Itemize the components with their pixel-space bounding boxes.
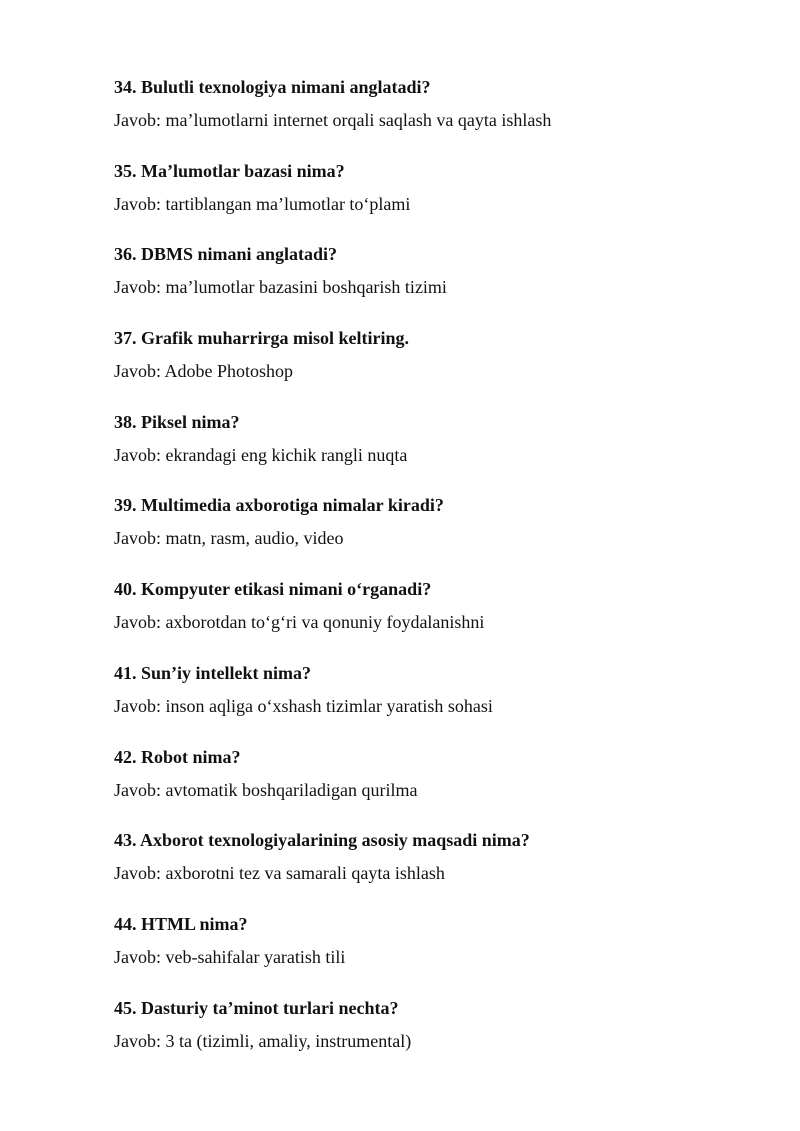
question-text: 36. DBMS nimani anglatadi? <box>114 244 338 265</box>
question-text: 35. Ma’lumotlar bazasi nima? <box>114 160 345 181</box>
answer-text: Javob: ma’lumotlarni internet orqali saqlash va qayta ishlash <box>114 110 552 130</box>
answer-text: Javob: avtomatik boshqariladigan qurilma <box>114 779 418 800</box>
answer-text: Javob: axborotdan to‘g‘ri va qonuniy foydalanishni <box>114 612 485 633</box>
answer-text: Javob: 3 ta (tizimli, amaliy, instrumental) <box>114 1030 412 1051</box>
question-text: 34. Bulutli texnologiya nimani anglatadi? <box>114 77 431 97</box>
qa-item <box>114 325 754 409</box>
qa-item <box>114 911 754 995</box>
qa-item <box>114 827 754 911</box>
qa-item <box>114 241 754 325</box>
qa-item <box>114 995 754 1079</box>
qa-item <box>114 158 754 242</box>
answer-text: Javob: inson aqliga o‘xshash tizimlar yaratish sohasi <box>114 695 493 716</box>
question-text: 40. Kompyuter etikasi nimani o‘rganadi? <box>114 579 432 600</box>
question-text: 39. Multimedia axborotiga nimalar kiradi? <box>114 495 444 516</box>
question-text: 42. Robot nima? <box>114 746 241 767</box>
qa-item <box>114 74 754 158</box>
answer-text: Javob: axborotni tez va samarali qayta ishlash <box>114 863 445 884</box>
qa-item <box>114 576 754 660</box>
answer-text: Javob: veb-sahifalar yaratish tili <box>114 946 346 967</box>
answer-text: Javob: Adobe Photoshop <box>114 361 294 382</box>
question-text: 38. Piksel nima? <box>114 411 240 432</box>
qa-item <box>114 744 754 828</box>
answer-text: Javob: ekrandagi eng kichik rangli nuqta <box>114 444 408 465</box>
answer-text: Javob: ma’lumotlar bazasini boshqarish tizimi <box>114 277 447 298</box>
qa-list <box>114 74 754 1078</box>
answer-text: Javob: tartiblangan ma’lumotlar to‘plami <box>114 193 411 214</box>
question-text: 43. Axborot texnologiyalarining asosiy maqsadi nima? <box>114 830 530 851</box>
question-text: 41. Sun’iy intellekt nima? <box>114 662 312 683</box>
question-text: 44. HTML nima? <box>114 913 248 934</box>
question-text: 45. Dasturiy ta’minot turlari nechta? <box>114 997 399 1018</box>
qa-item <box>114 492 754 576</box>
question-text: 37. Grafik muharrirga misol keltiring. <box>114 328 409 349</box>
qa-item <box>114 660 754 744</box>
answer-text: Javob: matn, rasm, audio, video <box>114 528 344 549</box>
qa-item <box>114 409 754 493</box>
